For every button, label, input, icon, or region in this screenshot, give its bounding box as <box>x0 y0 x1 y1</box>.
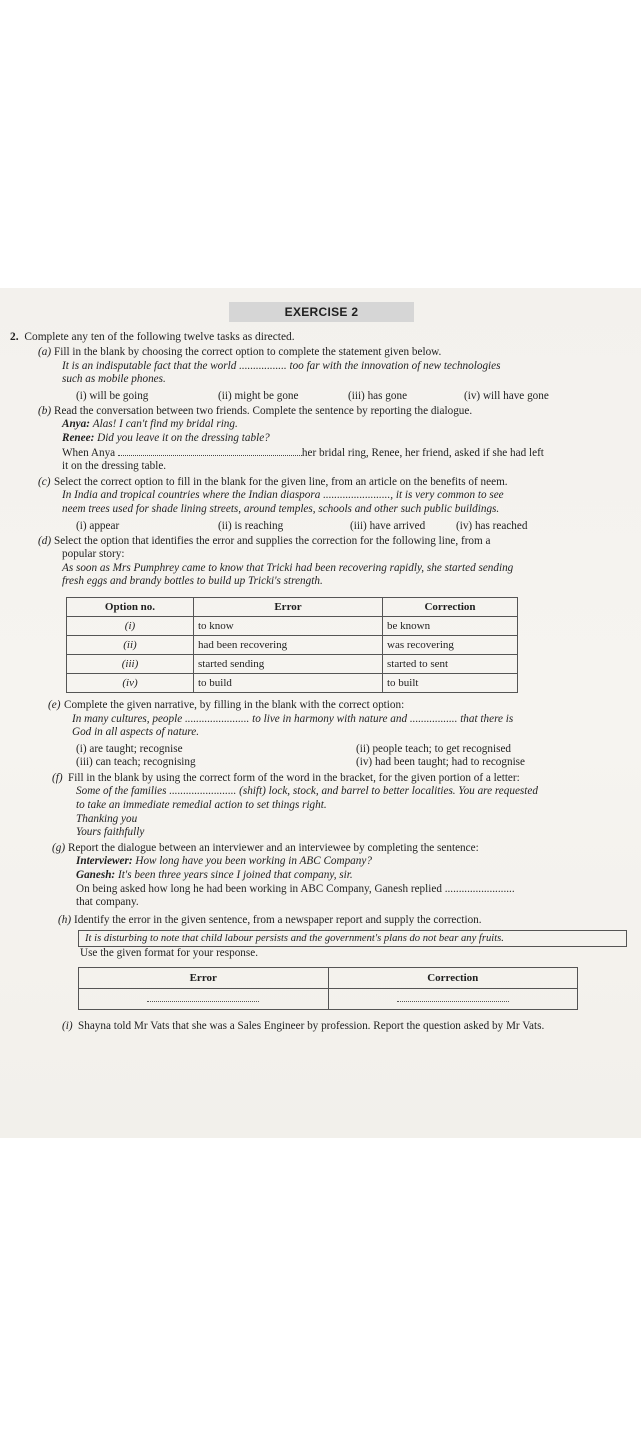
task-d <box>10 535 633 549</box>
task-a <box>10 346 633 360</box>
task-i-label: (i) <box>62 1020 73 1032</box>
task-i-instruction: Shayna told Mr Vats that she was a Sales Engineer by profession. Report the question asked by Mr Vats. <box>78 1020 545 1032</box>
exercise-header <box>10 288 633 324</box>
task-b-anya-line <box>62 418 629 432</box>
ganesh-speaker: Ganesh: <box>76 869 116 882</box>
task-f-statement-2: to take an immediate remedial action to set things right. <box>76 799 327 812</box>
task-f <box>10 772 633 786</box>
correction-answer-cell[interactable] <box>328 989 578 1010</box>
error-answer-dots <box>147 993 259 1002</box>
exercise-title: EXERCISE 2 <box>229 302 415 322</box>
task-a-option-1[interactable]: (i) will be going <box>76 389 149 402</box>
table-row[interactable] <box>67 673 518 692</box>
task-b-report-post: her bridal ring, Renee, her friend, asked if she had left <box>301 446 544 459</box>
task-d-statement-2: fresh eggs and brandy bottles to build up Tricki's strength. <box>62 575 323 588</box>
task-e-option-2[interactable]: (ii) people teach; to get recognised <box>356 742 512 755</box>
ganesh-dialogue: It's been three years since I joined that company, sir. <box>117 869 353 882</box>
anya-speaker: Anya: <box>62 418 90 431</box>
task-c-label: (c) <box>38 475 51 488</box>
row-correction: to built <box>383 673 518 692</box>
task-f-closing-2: Yours faithfully <box>76 826 145 839</box>
row-option: (iii) <box>67 654 194 673</box>
task-d-label: (d) <box>38 534 52 547</box>
task-g-label: (g) <box>52 841 66 854</box>
task-b-report-2: it on the dressing table. <box>62 460 167 473</box>
task-a-option-4[interactable]: (iv) will have gone <box>464 389 549 402</box>
task-c-option-4[interactable]: (iv) has reached <box>456 519 528 532</box>
correction-answer-dots <box>397 993 509 1002</box>
renee-speaker: Renee: <box>62 431 95 444</box>
task-e-option-3[interactable]: (iii) can teach; recognising <box>76 756 196 769</box>
anya-dialogue: Alas! I can't find my bridal ring. <box>92 418 238 431</box>
task-c <box>10 476 633 490</box>
task-e-label: (e) <box>48 698 61 711</box>
task-e-statement-2: God in all aspects of nature. <box>72 726 199 739</box>
task-a-instruction: Fill in the blank by choosing the correct option to complete the statement given below. <box>54 346 442 358</box>
question-text: Complete any ten of the following twelve tasks as directed. <box>24 331 295 343</box>
task-f-label: (f) <box>52 771 63 784</box>
row-option: (ii) <box>67 635 194 654</box>
task-b-report-pre: When Anya <box>62 446 116 459</box>
table-row[interactable] <box>67 654 518 673</box>
table-row[interactable] <box>67 635 518 654</box>
task-b-instruction: Read the conversation between two friends. Complete the sentence by reporting the dialogue. <box>54 404 473 417</box>
task-e-instruction: Complete the given narrative, by filling in the blank with the correct option: <box>64 698 405 711</box>
row-correction: be known <box>383 616 518 635</box>
task-i <box>10 1020 633 1034</box>
task-b <box>10 405 633 419</box>
col-header-error: Error <box>194 597 383 616</box>
task-c-options <box>76 519 633 533</box>
question-intro <box>10 330 633 344</box>
task-f-closing-1: Thanking you <box>76 812 138 825</box>
task-h-format-note: Use the given format for your response. <box>80 947 259 960</box>
task-a-options <box>76 389 633 403</box>
task-g-interviewer-line <box>76 855 629 869</box>
row-error: to build <box>194 673 383 692</box>
col-header-option: Option no. <box>67 597 194 616</box>
task-a-option-3[interactable]: (iii) has gone <box>348 389 408 402</box>
task-a-statement-2: such as mobile phones. <box>62 373 166 386</box>
row-option: (i) <box>67 616 194 635</box>
task-e-option-1[interactable]: (i) are taught; recognise <box>76 742 183 755</box>
task-c-option-3[interactable]: (iii) have arrived <box>350 519 426 532</box>
row-error: had been recovering <box>194 635 383 654</box>
task-h-label: (h) <box>58 913 72 926</box>
col-header-error: Error <box>79 968 329 989</box>
task-d-statement-1: As soon as Mrs Pumphrey came to know that Tricki had been recovering rapidly, she started sending <box>62 561 514 574</box>
row-correction: started to sent <box>383 654 518 673</box>
table-header-row <box>67 597 518 616</box>
task-b-report-1 <box>62 446 629 461</box>
task-e-option-4[interactable]: (iv) had been taught; had to recognise <box>356 756 525 769</box>
task-c-option-1[interactable]: (i) appear <box>76 519 120 532</box>
row-option: (iv) <box>67 673 194 692</box>
task-f-statement-1: Some of the families ........................ (shift) lock, stock, and barrel to better localities. You are requested <box>76 785 538 798</box>
task-c-statement-2: neem trees used for shade lining streets, around temples, schools and other such public buildings. <box>62 502 500 515</box>
question-number: 2. <box>10 331 19 343</box>
task-e-options <box>76 743 633 770</box>
task-c-option-2[interactable]: (ii) is reaching <box>218 519 284 532</box>
task-d-instruction-2: popular story: <box>62 548 125 561</box>
task-h <box>10 914 633 928</box>
col-header-correction: Correction <box>383 597 518 616</box>
row-error: to know <box>194 616 383 635</box>
task-a-label: (a) <box>38 346 52 358</box>
row-error: started sending <box>194 654 383 673</box>
task-b-label: (b) <box>38 404 52 417</box>
task-a-statement-1: It is an indisputable fact that the world ................. too far with the innovation of new technologies <box>62 359 501 372</box>
task-g-instruction: Report the dialogue between an interviewer and an interviewee by completing the sentence: <box>68 841 479 854</box>
task-d-instruction-1: Select the option that identifies the error and supplies the correction for the following line, from a <box>54 534 491 547</box>
row-correction: was recovering <box>383 635 518 654</box>
table-header-row <box>79 968 578 989</box>
task-g <box>10 842 633 856</box>
task-d-error-table <box>66 597 518 693</box>
interviewer-dialogue: How long have you been working in ABC Company? <box>135 855 372 868</box>
task-e-statement-1: In many cultures, people ....................... to live in harmony with nature and ................. that there is <box>72 712 514 725</box>
table-row[interactable] <box>79 989 578 1010</box>
col-header-correction: Correction <box>328 968 578 989</box>
task-h-instruction: Identify the error in the given sentence, from a newspaper report and supply the correction. <box>74 913 482 926</box>
task-h-boxed-sentence: It is disturbing to note that child labour persists and the government's plans do not bear any fruits. <box>78 930 627 947</box>
task-b-renee-line <box>62 432 629 446</box>
error-answer-cell[interactable] <box>79 989 329 1010</box>
task-b-answer-blank[interactable] <box>118 446 302 456</box>
exercise-page <box>0 288 641 1138</box>
task-g-report-2: that company. <box>76 896 139 909</box>
renee-dialogue: Did you leave it on the dressing table? <box>97 431 270 444</box>
task-c-statement-1: In India and tropical countries where the Indian diaspora ........................, it is very common to see <box>62 489 504 502</box>
task-c-instruction: Select the correct option to fill in the blank for the given line, from an article on the benefits of neem. <box>54 475 508 488</box>
task-a-option-2[interactable]: (ii) might be gone <box>218 389 299 402</box>
interviewer-speaker: Interviewer: <box>76 855 133 868</box>
task-e <box>10 699 633 713</box>
task-g-ganesh-line <box>76 869 629 883</box>
task-h-response-table <box>78 967 578 1010</box>
task-g-report-1: On being asked how long he had been working in ABC Company, Ganesh replied ......................... <box>76 882 515 895</box>
table-row[interactable] <box>67 616 518 635</box>
task-f-instruction: Fill in the blank by using the correct form of the word in the bracket, for the given portion of a letter: <box>68 771 520 784</box>
